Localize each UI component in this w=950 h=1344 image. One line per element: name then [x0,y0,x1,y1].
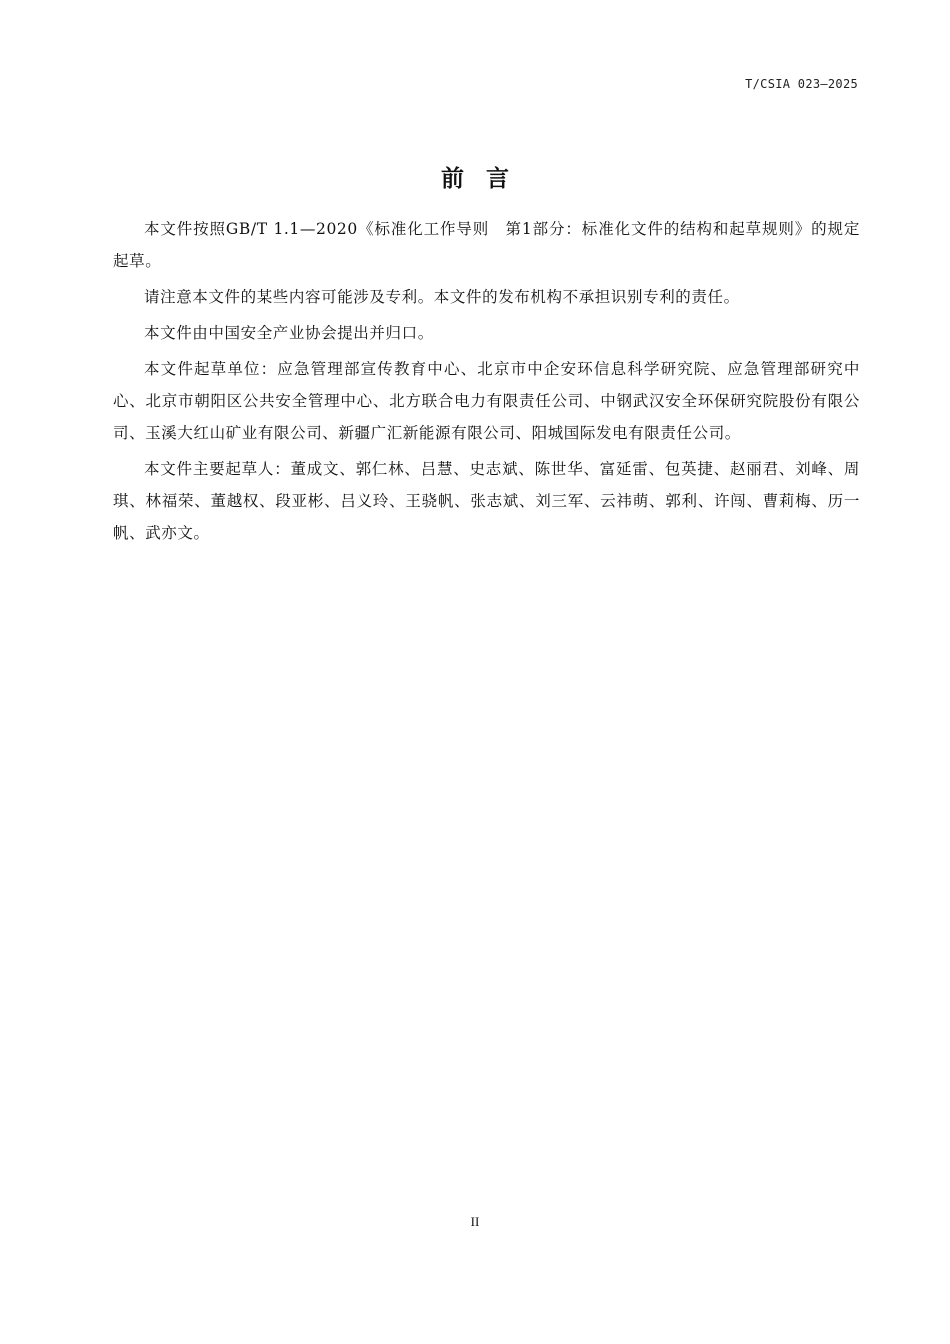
paragraph-drafting-units: 本文件起草单位：应急管理部宣传教育中心、北京市中企安环信息科学研究院、应急管理部研究中心、北京市朝阳区公共安全管理中心、北方联合电力有限责任公司、中钢武汉安全环保研究院股份有限公司、玉溪大红山矿业有限公司、新疆广汇新能源有限公司、阳城国际发电有限责任公司。 [113,360,860,442]
paragraph-drafters: 本文件主要起草人：董成文、郭仁林、吕慧、史志斌、陈世华、富延雷、包英捷、赵丽君、刘峰、周琪、林福荣、董越权、段亚彬、吕义玲、王骁帆、张志斌、刘三军、云祎萌、郭利、许闯、曹莉梅、历一帆、武亦文。 [113,460,860,542]
document-body [113,213,860,553]
page-title: 前言 [441,166,531,192]
paragraph-patent-notice: 请注意本文件的某些内容可能涉及专利。本文件的发布机构不承担识别专利的责任。 [144,288,740,306]
paragraph-proposer: 本文件由中国安全产业协会提出并归口。 [144,324,434,342]
paragraph-drafting-rules: 本文件按照GB/T 1.1—2020《标准化工作导则 第1部分：标准化文件的结构和起草规则》的规定起草。 [113,220,860,270]
document-code: T/CSIA 023—2025 [745,77,858,91]
page-number: II [470,1214,480,1229]
